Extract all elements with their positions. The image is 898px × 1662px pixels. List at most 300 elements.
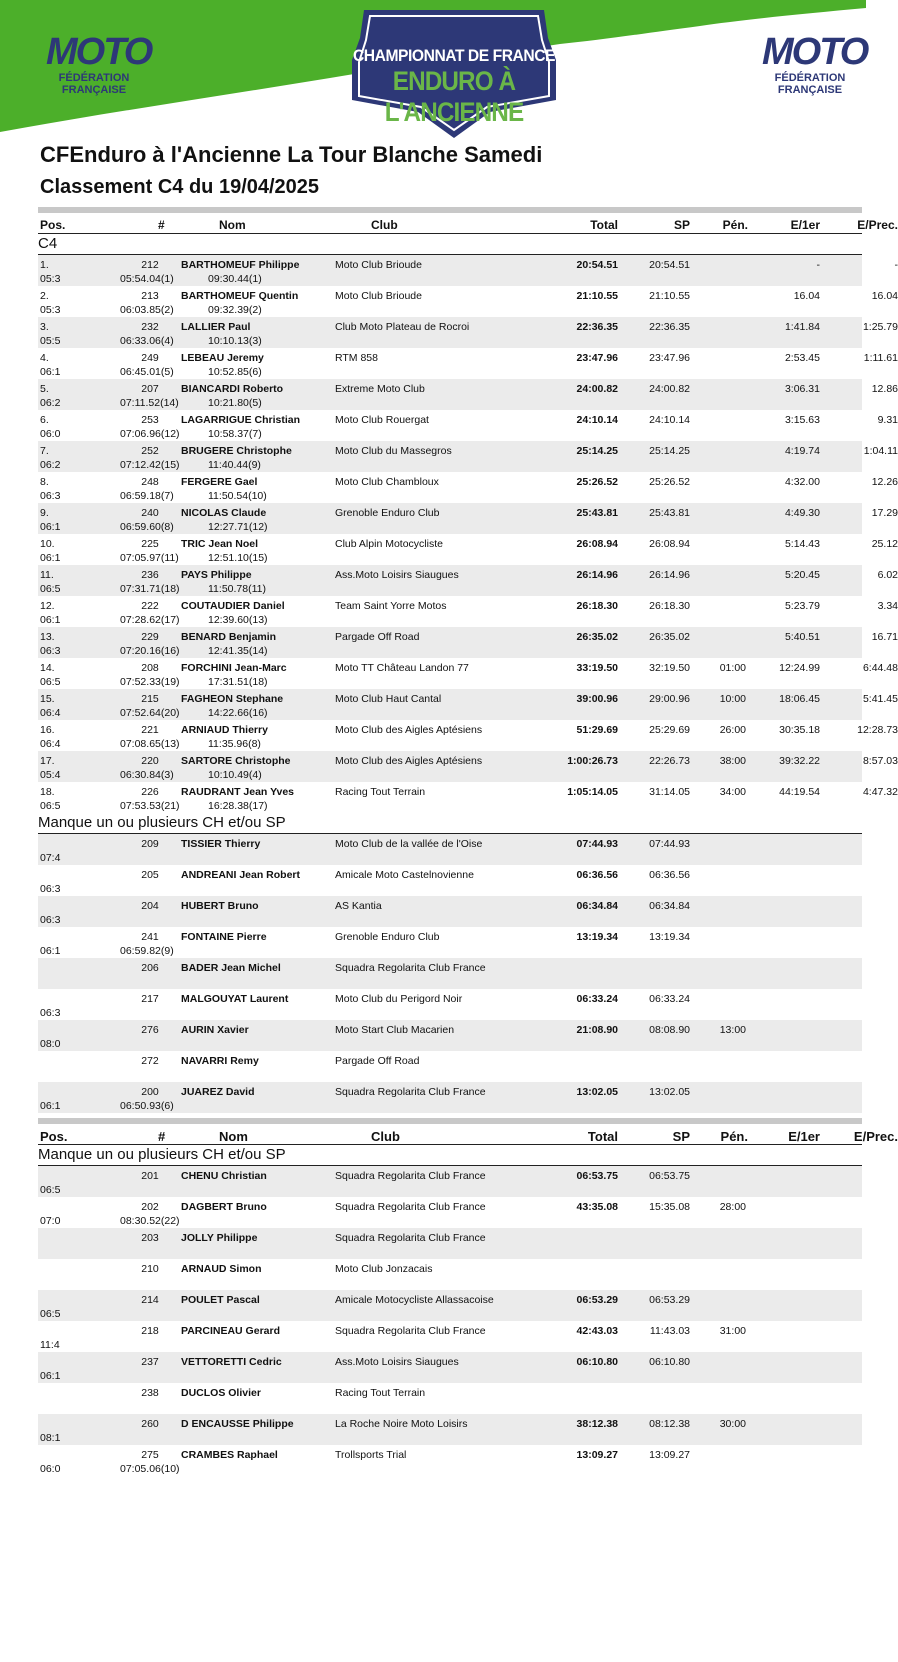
row-number: 206 <box>141 962 159 974</box>
row-club: La Roche Noire Moto Loisirs <box>335 1418 468 1430</box>
row-number: 237 <box>141 1356 159 1368</box>
row-number: 275 <box>141 1449 159 1461</box>
col-pen: Pén. <box>722 218 748 232</box>
row-split-1: 06:5 <box>40 1308 61 1320</box>
row-split-1: 07:0 <box>40 1215 61 1227</box>
row-sp: 13:19.34 <box>649 931 690 943</box>
row-club: Moto TT Château Landon 77 <box>335 662 469 674</box>
page-title: CFEnduro à l'Ancienne La Tour Blanche Samedi <box>40 142 543 167</box>
row-rider-name: COUTAUDIER Daniel <box>181 600 285 612</box>
row-gap-first: 5:14.43 <box>784 538 820 550</box>
row-split-3: 16:28.38(17) <box>208 800 268 812</box>
row-split-1: 06:3 <box>40 883 61 895</box>
row-number: 232 <box>141 321 159 333</box>
row-split-1: 05:3 <box>40 273 61 285</box>
col-eprec: E/Prec. <box>857 218 898 232</box>
logo-moto-text: MOTO <box>46 31 152 73</box>
row-total: 20:54.51 <box>576 259 618 271</box>
row-total: 06:10.80 <box>576 1356 618 1368</box>
row-rider-name: BARTHOMEUF Philippe <box>181 259 300 271</box>
col-e1: E/1er <box>790 218 820 232</box>
row-total: 06:34.84 <box>576 900 618 912</box>
row-split-2: 07:53.53(21) <box>120 800 180 812</box>
row-club: Squadra Regolarita Club France <box>335 1086 486 1098</box>
row-split-1: 06:1 <box>40 1100 61 1112</box>
table-row <box>38 720 898 751</box>
row-gap-previous: 5:41.45 <box>862 693 898 705</box>
col-club: Club <box>371 1129 400 1144</box>
row-rider-name: ARNAUD Simon <box>181 1263 262 1275</box>
row-sp: 15:35.08 <box>649 1201 690 1213</box>
row-rider-name: DUCLOS Olivier <box>181 1387 261 1399</box>
row-penalty: 10:00 <box>719 693 746 705</box>
row-split-2: 06:03.85(2) <box>120 304 174 316</box>
row-rider-name: AURIN Xavier <box>181 1024 249 1036</box>
table-row <box>38 1414 862 1445</box>
row-split-2: 07:12.42(15) <box>120 459 180 471</box>
table-row <box>38 1082 862 1113</box>
row-total: 21:08.90 <box>576 1024 618 1036</box>
row-rider-name: BRUGERE Christophe <box>181 445 292 457</box>
table-row <box>38 782 898 813</box>
row-sp: 25:14.25 <box>649 445 690 457</box>
table-row <box>38 1051 862 1082</box>
row-club: Squadra Regolarita Club France <box>335 962 486 974</box>
row-club: Moto Club Brioude <box>335 259 422 271</box>
col-total: Total <box>587 1129 618 1144</box>
row-number: 210 <box>141 1263 159 1275</box>
row-club: Moto Club Brioude <box>335 290 422 302</box>
row-rider-name: TRIC Jean Noel <box>181 538 259 550</box>
row-split-2: 08:30.52(22) <box>120 1215 180 1227</box>
row-gap-previous: 1:04.11 <box>863 445 898 457</box>
row-number: 272 <box>141 1055 159 1067</box>
table-row <box>38 1166 862 1197</box>
logo-line1: FÉDÉRATION <box>774 72 846 84</box>
row-rider-name: PARCINEAU Gerard <box>181 1325 280 1337</box>
missing-rows <box>38 834 862 1113</box>
row-split-2: 07:11.52(14) <box>120 397 179 409</box>
row-total: 13:09.27 <box>576 1449 618 1461</box>
results-table-2 <box>38 1118 898 1476</box>
row-position: 5. <box>40 383 49 395</box>
row-split-2: 06:50.93(6) <box>120 1100 174 1112</box>
row-number: 222 <box>141 600 159 612</box>
row-total: 51:29.69 <box>576 724 618 736</box>
row-split-1: 06:1 <box>40 366 61 378</box>
row-penalty: 13:00 <box>719 1024 746 1036</box>
row-gap-previous: 12.86 <box>871 383 898 395</box>
row-gap-first: 44:19.54 <box>779 786 820 798</box>
row-gap-first: 3:15.63 <box>784 414 820 426</box>
row-club: Squadra Regolarita Club France <box>335 1232 486 1244</box>
row-gap-previous: 12:28.73 <box>857 724 898 736</box>
row-split-3: 12:51.10(15) <box>208 552 268 564</box>
row-gap-previous: 6:44.48 <box>862 662 898 674</box>
table-row <box>38 1383 862 1414</box>
row-gap-first: 18:06.45 <box>779 693 820 705</box>
row-split-3: 10:52.85(6) <box>208 366 262 378</box>
row-rider-name: FERGERE Gael <box>181 476 258 488</box>
row-number: 213 <box>141 290 159 302</box>
row-number: 276 <box>141 1024 159 1036</box>
row-penalty: 26:00 <box>719 724 746 736</box>
table-row <box>38 255 898 286</box>
row-total: 06:33.24 <box>576 993 618 1005</box>
row-club: Moto Club des Aigles Aptésiens <box>335 724 483 736</box>
row-split-1: 06:0 <box>40 1463 61 1475</box>
row-total: 24:00.82 <box>576 383 618 395</box>
col-e1: E/1er <box>788 1129 820 1144</box>
col-club: Club <box>371 218 398 232</box>
row-sp: 29:00.96 <box>649 693 690 705</box>
table-row <box>38 1259 862 1290</box>
table-row <box>38 689 898 720</box>
row-rider-name: JOLLY Philippe <box>181 1232 258 1244</box>
row-penalty: 30:00 <box>719 1418 746 1430</box>
row-position: 3. <box>40 321 49 333</box>
row-gap-first: 5:20.45 <box>784 569 820 581</box>
row-number: 205 <box>141 869 159 881</box>
row-split-2: 07:05.97(11) <box>120 552 179 564</box>
row-split-1: 06:1 <box>40 945 61 957</box>
row-rider-name: BENARD Benjamin <box>181 631 277 643</box>
row-rider-name: DAGBERT Bruno <box>181 1201 267 1213</box>
table-row <box>38 896 862 927</box>
table-row <box>38 348 898 379</box>
row-number: 236 <box>141 569 159 581</box>
row-split-2: 06:59.82(9) <box>120 945 174 957</box>
row-sp: 26:08.94 <box>649 538 690 550</box>
row-split-3: 10:21.80(5) <box>208 397 262 409</box>
row-sp: 32:19.50 <box>649 662 690 674</box>
row-sp: 24:00.82 <box>649 383 690 395</box>
row-rider-name: ARNIAUD Thierry <box>181 724 268 736</box>
row-total: 24:10.14 <box>576 414 618 426</box>
row-split-1: 08:1 <box>40 1432 61 1444</box>
row-total: 26:35.02 <box>576 631 618 643</box>
row-total: 06:53.29 <box>576 1294 618 1306</box>
row-split-2: 07:28.62(17) <box>120 614 180 626</box>
row-rider-name: PAYS Philippe <box>181 569 252 581</box>
row-split-3: 11:50.54(10) <box>208 490 267 502</box>
col-total: Total <box>590 218 618 232</box>
row-number: 252 <box>141 445 159 457</box>
row-club: Squadra Regolarita Club France <box>335 1325 486 1337</box>
row-position: 12. <box>40 600 55 612</box>
logo-line2: FRANÇAISE <box>61 84 127 96</box>
row-gap-previous: 3.34 <box>877 600 898 612</box>
row-number: 212 <box>141 259 159 271</box>
table-row <box>38 1445 862 1476</box>
row-position: 18. <box>40 786 55 798</box>
row-number: 215 <box>141 693 159 705</box>
col-sp: SP <box>673 218 690 232</box>
row-split-1: 06:4 <box>40 707 61 719</box>
row-sp: 25:29.69 <box>649 724 690 736</box>
row-rider-name: VETTORETTI Cedric <box>181 1356 282 1368</box>
row-rider-name: TISSIER Thierry <box>181 838 261 850</box>
row-sp: 06:33.24 <box>649 993 690 1005</box>
row-split-1: 06:1 <box>40 521 61 533</box>
row-split-1: 06:5 <box>40 583 61 595</box>
missing-rows <box>38 1166 862 1476</box>
row-split-1: 08:0 <box>40 1038 61 1050</box>
row-gap-first: 16.04 <box>793 290 820 302</box>
row-gap-first: 30:35.18 <box>779 724 820 736</box>
table-row <box>38 865 862 896</box>
row-total: 06:36.56 <box>576 869 618 881</box>
row-number: 260 <box>141 1418 159 1430</box>
row-split-1: 06:1 <box>40 614 61 626</box>
row-rider-name: NAVARRI Remy <box>181 1055 259 1067</box>
row-club: Racing Tout Terrain <box>335 1387 426 1399</box>
row-gap-previous: 6.02 <box>877 569 898 581</box>
table-row <box>38 1290 862 1321</box>
table-row <box>38 379 898 410</box>
col-nom: Nom <box>219 1129 248 1144</box>
row-number: 200 <box>141 1086 159 1098</box>
row-number: 214 <box>141 1294 159 1306</box>
table-row <box>38 596 898 627</box>
row-gap-first: 4:19.74 <box>784 445 820 457</box>
row-rider-name: CRAMBES Raphael <box>181 1449 278 1461</box>
row-gap-previous: 25.12 <box>871 538 898 550</box>
row-split-2: 07:06.96(12) <box>120 428 180 440</box>
row-club: Squadra Regolarita Club France <box>335 1170 486 1182</box>
row-position: 9. <box>40 507 49 519</box>
row-sp: 08:08.90 <box>649 1024 690 1036</box>
row-sp: 25:43.81 <box>649 507 690 519</box>
row-gap-first: 39:32.22 <box>779 755 820 767</box>
table-row <box>38 958 862 989</box>
row-number: 203 <box>141 1232 159 1244</box>
row-gap-first: 12:24.99 <box>779 662 820 674</box>
row-club: Club Moto Plateau de Rocroi <box>335 321 470 333</box>
row-number: 241 <box>141 931 159 943</box>
row-total: 26:14.96 <box>576 569 618 581</box>
row-split-1: 06:1 <box>40 552 61 564</box>
row-total: 07:44.93 <box>576 838 618 850</box>
section-title-missing: Manque un ou plusieurs CH et/ou SP <box>38 813 862 834</box>
badge-line2: ENDURO À L'ANCIENNE <box>384 66 524 127</box>
row-split-2: 07:31.71(18) <box>120 583 180 595</box>
row-position: 1. <box>40 259 49 271</box>
row-gap-previous: 16.04 <box>871 290 898 302</box>
row-penalty: 38:00 <box>719 755 746 767</box>
row-club: Moto Club Chambloux <box>335 476 439 488</box>
row-rider-name: JUAREZ David <box>181 1086 255 1098</box>
row-sp: 20:54.51 <box>649 259 690 271</box>
classified-rows <box>38 255 898 813</box>
row-split-2: 07:52.64(20) <box>120 707 180 719</box>
row-club: Amicale Motocycliste Allassacoise <box>335 1294 494 1306</box>
row-number: 249 <box>141 352 159 364</box>
row-sp: 26:35.02 <box>649 631 690 643</box>
row-total: 1:05:14.05 <box>567 786 618 798</box>
row-rider-name: BIANCARDI Roberto <box>181 383 284 395</box>
table-row <box>38 317 898 348</box>
row-number: 218 <box>141 1325 159 1337</box>
row-split-2: 06:30.84(3) <box>120 769 174 781</box>
row-split-1: 05:5 <box>40 335 61 347</box>
row-club: Grenoble Enduro Club <box>335 931 440 943</box>
row-club: Moto Club Haut Cantal <box>335 693 442 705</box>
row-total: 25:43.81 <box>576 507 618 519</box>
row-sp: 25:26.52 <box>649 476 690 488</box>
row-split-2: 05:54.04(1) <box>120 273 174 285</box>
row-gap-previous: 9.31 <box>877 414 898 426</box>
row-rider-name: LAGARRIGUE Christian <box>181 414 301 426</box>
row-split-1: 06:3 <box>40 1007 61 1019</box>
row-sp: 08:12.38 <box>649 1418 690 1430</box>
row-sp: 23:47.96 <box>649 352 690 364</box>
row-gap-first: 5:40.51 <box>784 631 820 643</box>
row-split-2: 07:20.16(16) <box>120 645 180 657</box>
row-number: 240 <box>141 507 159 519</box>
row-rider-name: POULET Pascal <box>181 1294 260 1306</box>
row-sp: 06:53.75 <box>649 1170 690 1182</box>
row-position: 8. <box>40 476 49 488</box>
col-pen: Pén. <box>720 1129 748 1144</box>
col-sp: SP <box>672 1129 690 1144</box>
row-number: 248 <box>141 476 159 488</box>
row-rider-name: HUBERT Bruno <box>181 900 259 912</box>
row-position: 17. <box>40 755 55 767</box>
championship-badge <box>342 8 566 140</box>
row-split-1: 06:5 <box>40 800 61 812</box>
row-club: Moto Club Rouergat <box>335 414 429 426</box>
row-split-1: 11:4 <box>40 1339 60 1351</box>
row-club: Pargade Off Road <box>335 1055 420 1067</box>
row-split-3: 12:41.35(14) <box>208 645 268 657</box>
row-sp: 06:10.80 <box>649 1356 690 1368</box>
row-rider-name: BARTHOMEUF Quentin <box>181 290 299 302</box>
row-sp: 21:10.55 <box>649 290 690 302</box>
row-gap-previous: - <box>894 259 898 271</box>
table-row <box>38 927 862 958</box>
row-total: 38:12.38 <box>576 1418 618 1430</box>
row-split-1: 06:5 <box>40 1184 61 1196</box>
row-club: Moto Club du Perigord Noir <box>335 993 463 1005</box>
row-position: 13. <box>40 631 55 643</box>
row-number: 217 <box>141 993 159 1005</box>
row-rider-name: FAGHEON Stephane <box>181 693 284 705</box>
row-sp: 22:36.35 <box>649 321 690 333</box>
row-club: Grenoble Enduro Club <box>335 507 440 519</box>
row-total: 25:26.52 <box>576 476 618 488</box>
row-position: 2. <box>40 290 49 302</box>
row-position: 10. <box>40 538 55 550</box>
page-header <box>0 0 866 140</box>
row-number: 209 <box>141 838 159 850</box>
row-split-2: 06:45.01(5) <box>120 366 174 378</box>
table-row <box>38 286 898 317</box>
row-number: 220 <box>141 755 159 767</box>
row-gap-previous: 17.29 <box>871 507 898 519</box>
row-split-3: 11:50.78(11) <box>208 583 266 595</box>
row-gap-previous: 1:11.61 <box>863 352 898 364</box>
row-sp: 06:53.29 <box>649 1294 690 1306</box>
table-row <box>38 627 898 658</box>
logo-line2: FRANÇAISE <box>777 84 843 96</box>
row-number: 253 <box>141 414 159 426</box>
row-number: 226 <box>141 786 159 798</box>
row-rider-name: FORCHINI Jean-Marc <box>181 662 287 674</box>
row-sp: 06:34.84 <box>649 900 690 912</box>
row-position: 11. <box>40 569 54 581</box>
row-penalty: 31:00 <box>719 1325 746 1337</box>
row-position: 4. <box>40 352 49 364</box>
row-split-1: 06:3 <box>40 645 61 657</box>
row-split-3: 12:27.71(12) <box>208 521 268 533</box>
row-gap-previous: 16.71 <box>871 631 898 643</box>
table-row <box>38 1352 862 1383</box>
row-club: Racing Tout Terrain <box>335 786 426 798</box>
table-row <box>38 1228 862 1259</box>
row-number: 238 <box>141 1387 159 1399</box>
row-split-1: 07:4 <box>40 852 61 864</box>
row-split-1: 06:1 <box>40 1370 61 1382</box>
row-club: Club Alpin Motocycliste <box>335 538 443 550</box>
row-club: Team Saint Yorre Motos <box>335 600 447 612</box>
row-gap-first: 2:53.45 <box>784 352 820 364</box>
row-total: 26:08.94 <box>576 538 618 550</box>
table-row <box>38 1197 862 1228</box>
row-sp: 13:02.05 <box>649 1086 690 1098</box>
row-total: 21:10.55 <box>576 290 618 302</box>
row-total: 1:00:26.73 <box>567 755 618 767</box>
row-penalty: 28:00 <box>719 1201 746 1213</box>
col-nom: Nom <box>219 218 246 232</box>
row-number: 202 <box>141 1201 159 1213</box>
table-row <box>38 989 862 1020</box>
row-gap-first: 4:32.00 <box>784 476 820 488</box>
section-title-missing: Manque un ou plusieurs CH et/ou SP <box>38 1145 862 1166</box>
logo-moto-text: MOTO <box>762 31 868 73</box>
row-rider-name: SARTORE Christophe <box>181 755 291 767</box>
row-split-1: 06:3 <box>40 914 61 926</box>
row-gap-previous: 8:57.03 <box>862 755 898 767</box>
row-gap-previous: 4:47.32 <box>862 786 898 798</box>
row-club: Moto Club Jonzacais <box>335 1263 433 1275</box>
row-gap-first: 5:23.79 <box>784 600 820 612</box>
row-split-1: 05:3 <box>40 304 61 316</box>
row-split-3: 10:10.13(3) <box>208 335 262 347</box>
row-total: 25:14.25 <box>576 445 618 457</box>
row-club: Moto Club des Aigles Aptésiens <box>335 755 483 767</box>
row-total: 13:19.34 <box>576 931 618 943</box>
table-row <box>38 834 862 865</box>
row-sp: 11:43.03 <box>649 1325 690 1337</box>
logo-line1: FÉDÉRATION <box>58 72 130 84</box>
row-position: 15. <box>40 693 55 705</box>
row-club: RTM 858 <box>335 352 378 364</box>
results-table-1 <box>38 207 898 1113</box>
row-number: 207 <box>141 383 159 395</box>
badge-line1: CHAMPIONNAT DE FRANCE <box>352 46 556 65</box>
row-position: 7. <box>40 445 49 457</box>
table-row <box>38 410 898 441</box>
table-header <box>38 1124 898 1145</box>
row-gap-first: 4:49.30 <box>784 507 820 519</box>
row-gap-previous: 12.26 <box>871 476 898 488</box>
row-number: 229 <box>141 631 159 643</box>
row-rider-name: MALGOUYAT Laurent <box>181 993 289 1005</box>
row-club: Ass.Moto Loisirs Siaugues <box>335 1356 459 1368</box>
row-split-2: 06:59.60(8) <box>120 521 174 533</box>
row-rider-name: BADER Jean Michel <box>181 962 281 974</box>
